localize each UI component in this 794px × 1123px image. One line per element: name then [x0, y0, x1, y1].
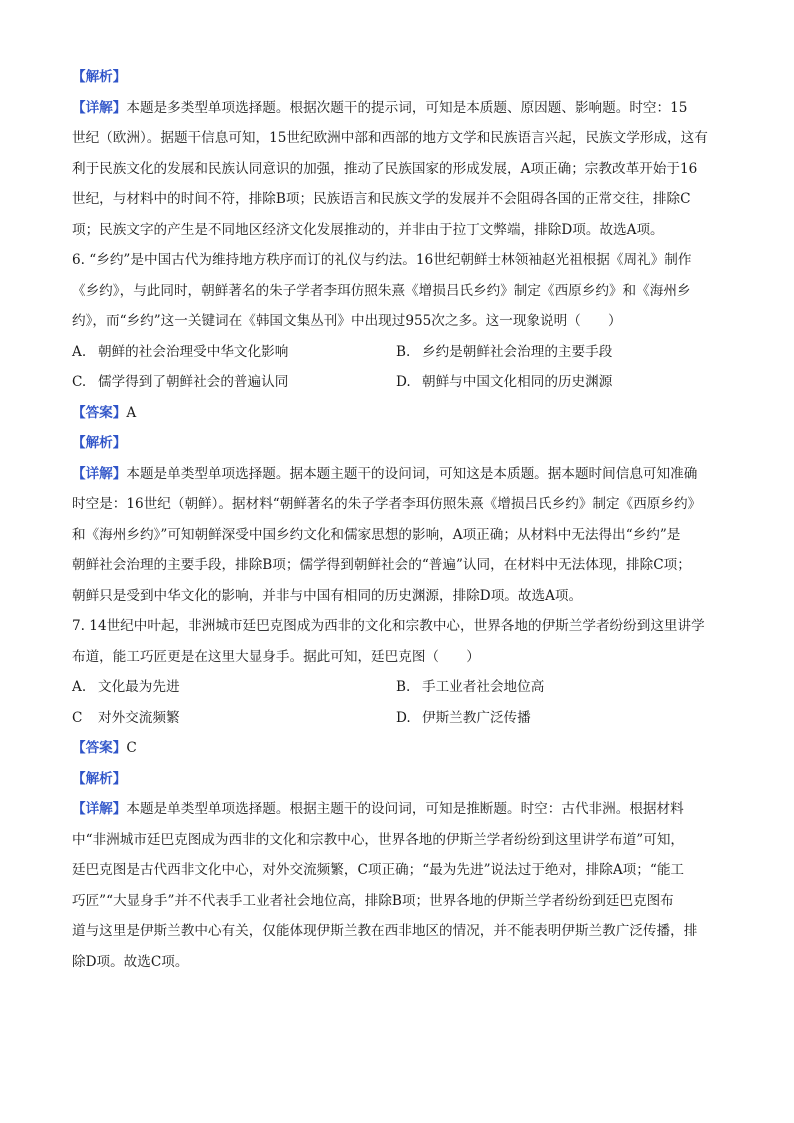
option-d: D. 朝鲜与中国文化相同的历史渊源	[396, 374, 613, 390]
question-stem-line: 6. “乡约”是中国古代为维持地方秩序而订的礼仪与约法。16世纪朝鲜士林领袖赵光祖根据《周礼》制作	[72, 252, 692, 268]
detail-line: 和《海州乡约》”可知朝鲜深受中国乡约文化和儒家思想的影响，A项正确；从材料中无法得出“乡约”是	[72, 526, 681, 543]
analysis-label: 【解析】	[72, 69, 127, 85]
options-row	[72, 367, 722, 398]
option-d: D. 伊斯兰教广泛传播	[396, 709, 531, 726]
options-row	[72, 337, 722, 368]
answer-value: C	[126, 740, 137, 756]
detail-line: 廷巴克图是古代西非文化中心，对外交流频繁，C项正确；“最为先进”说法过于绝对，排除A项；“能工	[72, 862, 685, 878]
answer-label: 【答案】	[72, 404, 127, 421]
option-b: B. 乡约是朝鲜社会治理的主要手段	[396, 343, 613, 360]
option-a: A. 朝鲜的社会治理受中华文化影响	[72, 343, 289, 360]
detail-line: 项；民族文字的产生是不同地区经济文化发展推动的，并非由于拉丁文弊端，排除D项。故选A项。	[72, 221, 664, 238]
detail-line: 世纪（欧洲）。据题干信息可知，15世纪欧洲中部和西部的地方文学和民族语言兴起，民族文学形成，这有	[72, 130, 708, 146]
detail-line: 【详解】本题是单类型单项选择题。据本题主题干的设问词，可知这是本质题。据本题时间信息可知准确	[72, 465, 698, 482]
detail-line: 时空是：16世纪（朝鲜）。据材料“朝鲜著名的朱子学者李珥仿照朱熹《增损吕氏乡约》制定《西原乡约》	[72, 496, 702, 512]
options-row	[72, 703, 722, 734]
question-stem-line: 《乡约》，与此同时，朝鲜著名的朱子学者李珥仿照朱熹《增损吕氏乡约》制定《西原乡约》和《海州乡	[72, 282, 691, 299]
answer-value: A	[126, 404, 137, 421]
detail-line: 世纪，与材料中的时间不符，排除B项；民族语言和民族文学的发展并不会阻碍各国的正常交往，排除C	[72, 191, 691, 207]
detail-line: 朝鲜只是受到中华文化的影响，并非与中国有相同的历史渊源，排除D项。故选A项。	[72, 587, 583, 604]
option-c: C 对外交流频繁	[72, 709, 180, 726]
detail-line: 除D项。故选C项。	[72, 953, 189, 970]
option-a: A. 文化最为先进	[72, 679, 180, 695]
detail-line: 【详解】本题是单类型单项选择题。根据主题干的设问词，可知是推断题。时空：古代非洲。根据材料	[72, 801, 684, 817]
detail-label: 【详解】	[72, 465, 127, 482]
question-stem-line: 约》，而“乡约”这一关键词在《韩国文集丛刊》中出现过955次之多。这一现象说明（ ）	[72, 313, 622, 329]
analysis-label: 【解析】	[72, 770, 127, 787]
detail-line: 中“非洲城市廷巴克图成为西非的文化和宗教中心，世界各地的伊斯兰学者纷纷到这里讲学布道”可知，	[72, 831, 685, 848]
detail-label: 【详解】	[72, 99, 127, 116]
document-page	[72, 62, 722, 977]
answer-line	[72, 733, 722, 764]
analysis-label: 【解析】	[72, 435, 127, 451]
question-stem-line: 布道，能工巧匠更是在这里大显身手。据此可知，廷巴克图（ ）	[72, 648, 480, 665]
detail-line: 利于民族文化的发展和民族认同意识的加强，推动了民族国家的形成发展，A项正确；宗教改革开始于16	[72, 160, 698, 177]
option-b: B. 手工业者社会地位高	[396, 679, 545, 695]
options-row	[72, 672, 722, 703]
detail-line: 【详解】本题是多类型单项选择题。根据次题干的提示词，可知是本质题、原因题、影响题。时空：15	[72, 99, 688, 116]
detail-label: 【详解】	[72, 801, 127, 817]
option-c: C. 儒学得到了朝鲜社会的普遍认同	[72, 374, 289, 390]
detail-line: 道与这里是伊斯兰教中心有关，仅能体现伊斯兰教在西非地区的情况，并不能表明伊斯兰教广泛传播，排	[72, 923, 698, 939]
detail-line: 巧匠”“大显身手”并不代表手工业者社会地位高，排除B项；世界各地的伊斯兰学者纷纷到廷巴克图布	[72, 892, 674, 909]
answer-line	[72, 398, 722, 429]
detail-line: 朝鲜社会治理的主要手段，排除B项；儒学得到朝鲜社会的“普遍”认同，在材料中无法体现，排除C项；	[72, 557, 691, 573]
answer-label: 【答案】	[72, 740, 127, 756]
question-stem-line: 7. 14世纪中叶起，非洲城市廷巴克图成为西非的文化和宗教中心，世界各地的伊斯兰学者纷纷到这里讲学	[72, 618, 705, 634]
